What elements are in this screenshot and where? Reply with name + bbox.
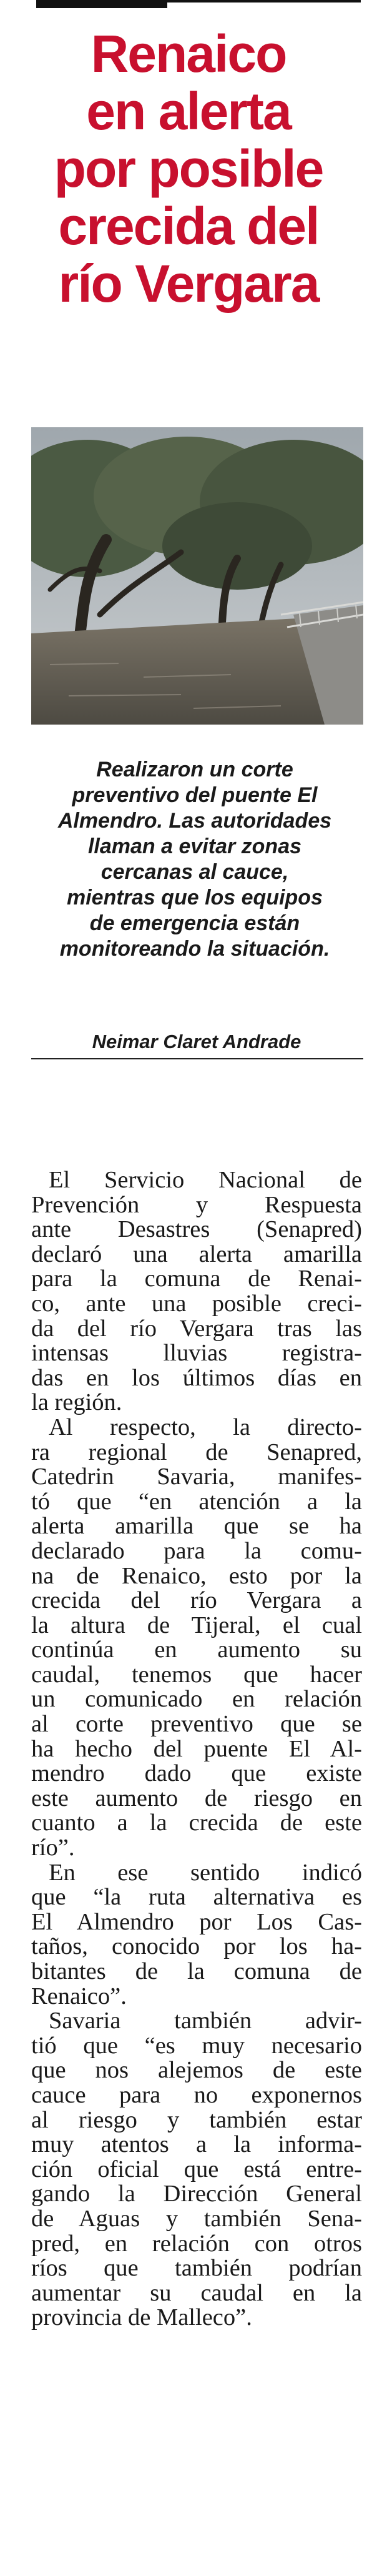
body-line: bitantes de la comuna de	[31, 1958, 362, 1984]
headline-line: por posible	[54, 139, 323, 198]
byline-divider	[31, 1058, 363, 1059]
body-line: provincia de Malleco”.	[31, 2304, 252, 2331]
body-line: tió que “es muy necesario	[31, 2032, 362, 2059]
body-line: que “la ruta alternativa es	[31, 1884, 362, 1911]
lede-line: de emergencia están	[89, 911, 300, 935]
body-line: al riesgo y también estar	[31, 2106, 362, 2133]
lede-line: mientras que los equipos	[67, 886, 323, 909]
body-line: la altura de Tijeral, el cual	[31, 1612, 362, 1638]
photo-illustration	[31, 427, 363, 725]
body-line: al corte preventivo que se	[31, 1711, 362, 1738]
body-line: Savaria también advir-	[49, 2008, 362, 2034]
body-line: El Almendro por Los Cas-	[31, 1908, 362, 1935]
body-line: Catedrin Savaria, manifes-	[31, 1464, 362, 1490]
body-line: río”.	[31, 1835, 75, 1861]
body-line: Al respecto, la directo-	[49, 1414, 362, 1440]
body-line: ción oficial que está entre-	[31, 2156, 362, 2182]
lede-line: Almendro. Las autoridades	[57, 809, 332, 833]
body-line: la región.	[31, 1389, 122, 1416]
body-line: cauce para no exponernos	[31, 2081, 362, 2108]
body-line: da del río Vergara tras las	[31, 1315, 362, 1342]
body-line: para la comuna de Renai-	[31, 1266, 362, 1292]
body-line: declaró una alerta amarilla	[31, 1241, 362, 1267]
body-line: Prevención y Respuesta	[31, 1191, 362, 1218]
lede-line: cercanas al cauce,	[100, 860, 289, 884]
body-line: tó que “en atención a la	[31, 1488, 362, 1515]
body-line: mendro dado que existe	[31, 1760, 362, 1787]
body-line: crecida del río Vergara a	[31, 1587, 362, 1614]
body-line: Renaico”.	[31, 1983, 127, 2009]
body-line: En ese sentido indicó	[49, 1859, 362, 1886]
body-line: ríos que también podrían	[31, 2255, 362, 2282]
body-line: intensas lluvias registra-	[31, 1340, 362, 1367]
body-line: ante Desastres (Senapred)	[31, 1216, 362, 1243]
body-line: de Aguas y también Sena-	[31, 2205, 362, 2232]
body-line: pred, en relación con otros	[31, 2230, 362, 2257]
headline-line: en alerta	[86, 82, 291, 141]
body-line: ha hecho del puente El Al-	[31, 1735, 362, 1762]
section-header-rule	[0, 0, 377, 8]
body-line: muy atentos a la informa-	[31, 2131, 362, 2158]
body-line: alerta amarilla que se ha	[31, 1513, 362, 1540]
body-line: co, ante una posible creci-	[31, 1290, 362, 1317]
body-line: ra regional de Senapred,	[31, 1439, 362, 1465]
article-body	[31, 1168, 362, 2331]
headline-line: crecida del	[58, 197, 319, 255]
body-line: cuanto a la crecida de este	[31, 1810, 362, 1836]
body-line: caudal, tenemos que hacer	[31, 1661, 362, 1688]
headline-line: río Vergara	[58, 254, 319, 313]
lede-line: llaman a evitar zonas	[87, 835, 302, 858]
body-line: un comunicado en relación	[31, 1686, 362, 1713]
lede-line: Realizaron un corte	[96, 758, 293, 781]
body-line: gando la Dirección General	[31, 2181, 362, 2207]
author-byline: Neimar Claret Andrade	[92, 1031, 301, 1053]
lede-paragraph	[25, 757, 365, 962]
body-line: declarado para la comu-	[31, 1537, 362, 1564]
body-line: aumentar su caudal en la	[31, 2279, 362, 2306]
body-line: este aumento de riesgo en	[31, 1785, 362, 1811]
body-line: continúa en aumento su	[31, 1637, 362, 1663]
body-line: das en los últimos días en	[31, 1364, 362, 1391]
header-rule-tab	[36, 0, 167, 8]
headline-line: Renaico	[91, 24, 286, 83]
lede-line: monitoreando la situación.	[59, 937, 330, 961]
body-line: taños, conocido por los ha-	[31, 1933, 362, 1960]
body-line: que nos alejemos de este	[31, 2057, 362, 2084]
lede-line: preventivo del puente El	[72, 783, 318, 807]
body-line: na de Renaico, esto por la	[31, 1562, 362, 1589]
headline	[25, 25, 352, 312]
news-photo-flooded-river	[31, 427, 363, 725]
body-line: El Servicio Nacional de	[49, 1167, 362, 1193]
